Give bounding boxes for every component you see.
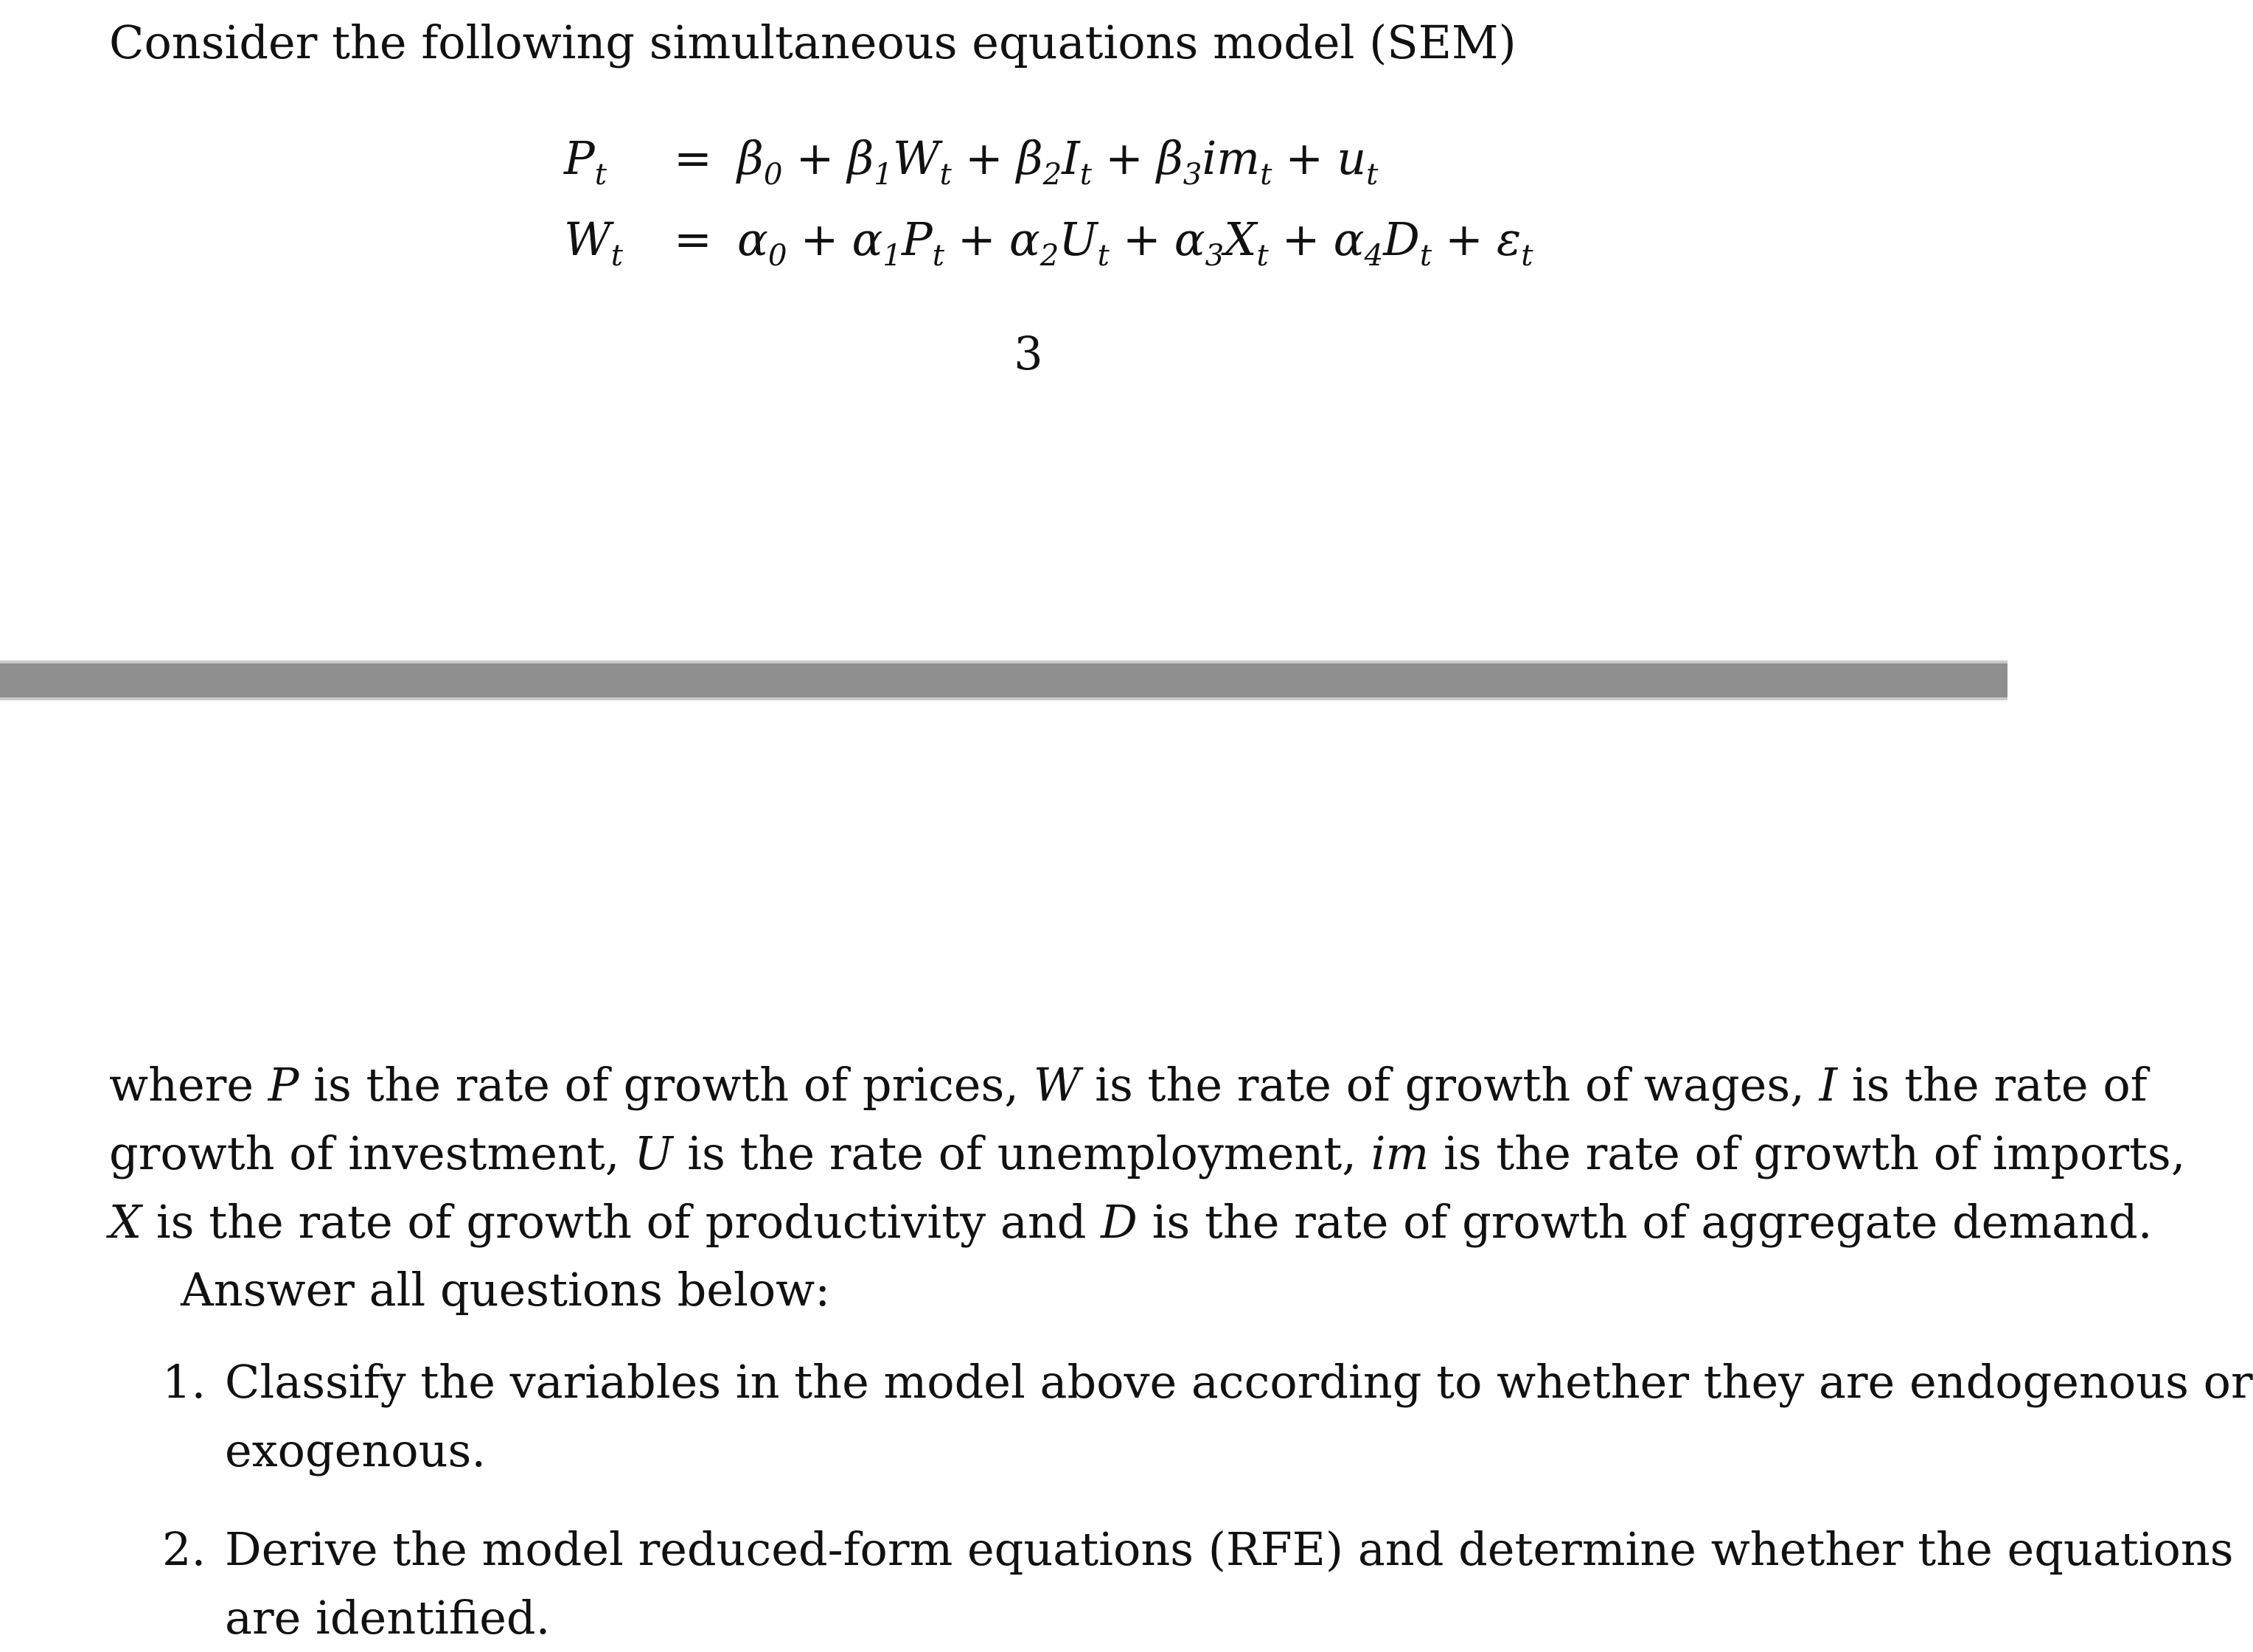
question-number: 1. [162,1355,206,1409]
question-text: Classify the variables in the model above according to whether they are endogenous or exogenous. [225,1355,2253,1477]
equals-sign: = [674,212,712,266]
question-text: Derive the model reduced-form equations (RFE) and determine whether the equations are identified. [225,1522,2234,1645]
equals-sign: = [674,131,712,185]
page-separator [0,661,2007,700]
instruction-text: Answer all questions below: [181,1263,831,1317]
question-number: 2. [162,1522,206,1576]
equation-rhs: $\alpha_0 + \alpha_1P_t + \alpha_2U_t + \alpha_3X_t + \alpha_4D_t + \varepsilon_t$ [737,212,1533,273]
variable-definitions [109,1050,2186,1256]
intro-text: Consider the following simultaneous equations model (SEM) [109,15,1516,69]
equation-lhs: $W_t$ [564,212,623,273]
equation-rhs: $\beta_0 + \beta_1W_t + \beta_2I_t + \beta_3im_t + u_t$ [737,131,1379,192]
page-number: 3 [1014,327,1043,380]
definition-line: where P is the rate of growth of prices, W is the rate of growth of wages, I is the rate of [109,1058,2148,1112]
page-top [0,0,2007,661]
definition-line: X is the rate of growth of productivity and D is the rate of growth of aggregate demand. [109,1195,2153,1249]
equation-lhs: $P_t$ [564,131,607,192]
definition-line: growth of investment, U is the rate of unemployment, im is the rate of growth of imports, [109,1126,2186,1180]
